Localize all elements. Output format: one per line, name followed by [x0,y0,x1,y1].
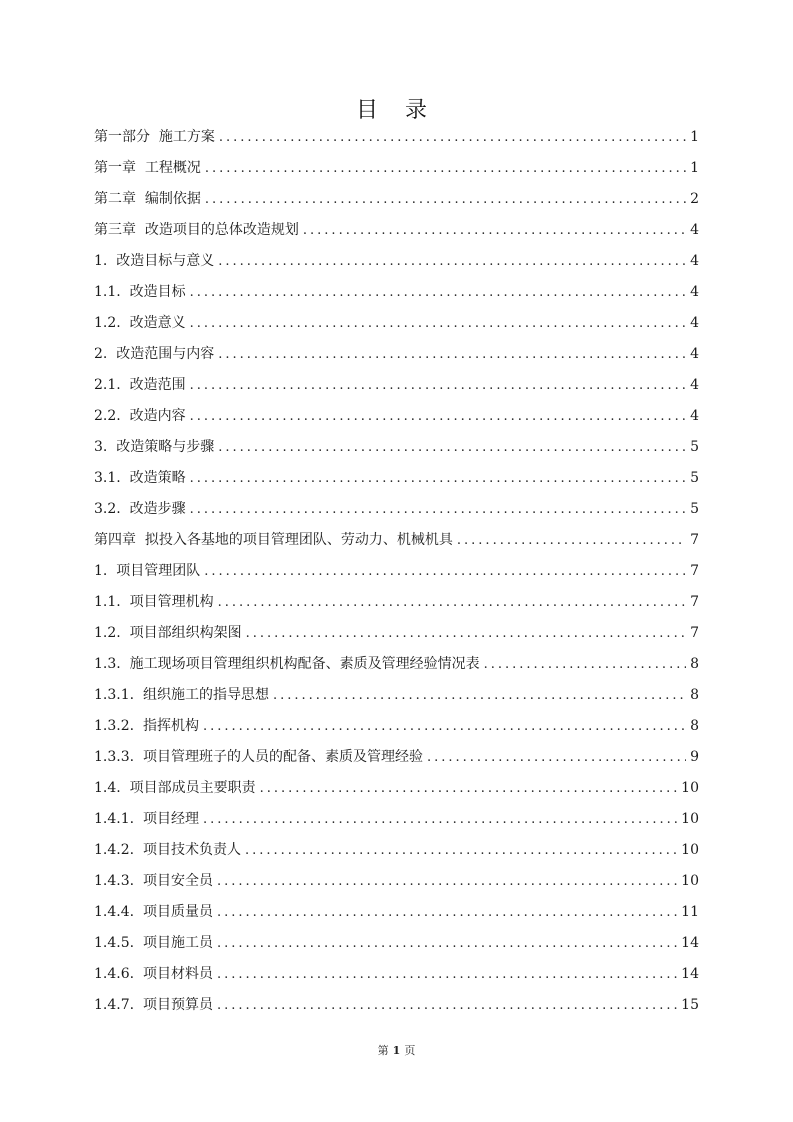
footer-suffix: 页 [404,1044,416,1057]
page-number: 1 [392,1044,401,1057]
toc-entry-page: 15 [681,997,699,1013]
toc-entry[interactable] [94,928,699,959]
toc-entry[interactable] [94,153,699,184]
toc-entry-page: 4 [690,377,699,393]
toc-entry-label: 1.1. 项目管理机构 [94,594,214,610]
toc-entry[interactable] [94,370,699,401]
toc-entry-label: 第三章 改造项目的总体改造规划 [94,222,299,238]
toc-entry-label: 1.4.1. 项目经理 [94,811,199,827]
toc-entry-label: 2.2. 改造内容 [94,408,186,424]
toc-entry[interactable] [94,401,699,432]
toc-entry-page: 8 [690,656,699,672]
toc-leader-dots [203,804,677,835]
page-title: 目 录 [356,98,437,123]
toc-leader-dots [190,277,686,308]
toc-leader-dots [190,370,686,401]
toc-entry-label: 1.4.5. 项目施工员 [94,935,213,951]
toc-leader-dots [217,897,677,928]
toc-leader-dots [217,959,677,990]
toc-entry-page: 5 [690,439,699,455]
toc-entry[interactable] [94,494,699,525]
toc-leader-dots [245,835,677,866]
table-of-contents [94,122,699,1021]
toc-entry-page: 14 [681,935,699,951]
toc-leader-dots [219,122,686,153]
toc-entry-label: 1.1. 改造目标 [94,284,186,300]
toc-entry-page: 4 [690,408,699,424]
toc-entry-label: 1.2. 项目部组织构架图 [94,625,242,641]
toc-entry-page: 1 [690,129,699,145]
toc-entry-label: 1.3. 施工现场项目管理组织机构配备、素质及管理经验情况表 [94,656,480,672]
toc-entry[interactable] [94,742,699,773]
toc-entry-page: 2 [690,191,699,207]
toc-entry-page: 10 [681,811,699,827]
toc-entry[interactable] [94,308,699,339]
toc-entry[interactable] [94,463,699,494]
toc-entry-page: 14 [681,966,699,982]
toc-leader-dots [190,463,686,494]
toc-entry[interactable] [94,835,699,866]
toc-entry-page: 5 [690,470,699,486]
toc-leader-dots [246,618,686,649]
toc-leader-dots [260,773,678,804]
toc-entry[interactable] [94,990,699,1021]
toc-entry-page: 4 [690,284,699,300]
toc-entry[interactable] [94,184,699,215]
toc-entry[interactable] [94,618,699,649]
toc-entry-label: 1.4. 项目部成员主要职责 [94,780,256,796]
toc-leader-dots [217,990,677,1021]
toc-entry-page: 8 [690,687,699,703]
toc-entry-label: 第二章 编制依据 [94,191,201,207]
toc-leader-dots [218,246,686,277]
toc-entry-label: 1.4.2. 项目技术负责人 [94,842,241,858]
toc-entry-label: 1.2. 改造意义 [94,315,186,331]
toc-entry-page: 4 [690,222,699,238]
toc-leader-dots [218,587,686,618]
page-footer [0,1042,793,1058]
toc-leader-dots [205,184,686,215]
toc-entry[interactable] [94,587,699,618]
toc-leader-dots [273,680,686,711]
toc-leader-dots [217,866,677,897]
toc-entry-page: 4 [690,253,699,269]
toc-entry-page: 8 [690,718,699,734]
toc-entry[interactable] [94,773,699,804]
footer-prefix: 第 [377,1044,389,1057]
toc-entry[interactable] [94,339,699,370]
toc-entry-label: 1.4.4. 项目质量员 [94,904,213,920]
toc-entry[interactable] [94,432,699,463]
toc-entry-label: 第四章 拟投入各基地的项目管理团队、劳动力、机械机具 [94,532,453,548]
toc-entry-label: 3.1. 改造策略 [94,470,186,486]
toc-entry-label: 1.3.3. 项目管理班子的人员的配备、素质及管理经验 [94,749,423,765]
toc-leader-dots [218,432,686,463]
toc-leader-dots [484,649,686,680]
toc-entry[interactable] [94,866,699,897]
toc-entry-page: 5 [690,501,699,517]
toc-entry-label: 1. 项目管理团队 [94,563,201,579]
toc-entry[interactable] [94,122,699,153]
toc-entry-page: 11 [681,904,699,920]
toc-entry[interactable] [94,215,699,246]
toc-entry[interactable] [94,897,699,928]
toc-leader-dots [204,556,686,587]
toc-entry-label: 第一部分 施工方案 [94,129,215,145]
toc-leader-dots [190,401,686,432]
toc-entry-page: 7 [690,532,699,548]
toc-entry-page: 10 [681,873,699,889]
toc-entry-page: 9 [690,749,699,765]
toc-entry[interactable] [94,525,699,556]
toc-leader-dots [218,339,686,370]
toc-leader-dots [303,215,686,246]
toc-entry[interactable] [94,277,699,308]
toc-entry-page: 10 [681,842,699,858]
toc-leader-dots [457,525,686,556]
toc-entry-label: 1.4.3. 项目安全员 [94,873,213,889]
toc-entry-label: 1.4.7. 项目预算员 [94,997,213,1013]
toc-entry[interactable] [94,556,699,587]
toc-entry[interactable] [94,959,699,990]
toc-entry-label: 1.3.1. 组织施工的指导思想 [94,687,269,703]
toc-entry[interactable] [94,680,699,711]
toc-entry-page: 4 [690,346,699,362]
toc-entry-label: 1.3.2. 指挥机构 [94,718,199,734]
toc-entry-label: 3. 改造策略与步骤 [94,439,215,455]
toc-leader-dots [190,308,686,339]
toc-entry-page: 1 [690,160,699,176]
toc-entry-label: 第一章 工程概况 [94,160,201,176]
toc-leader-dots [427,742,686,773]
toc-entry-page: 7 [690,625,699,641]
toc-entry-label: 2. 改造范围与内容 [94,346,215,362]
toc-entry[interactable] [94,804,699,835]
toc-entry-label: 1. 改造目标与意义 [94,253,215,269]
toc-entry-label: 2.1. 改造范围 [94,377,186,393]
toc-entry-label: 1.4.6. 项目材料员 [94,966,213,982]
toc-entry-page: 7 [690,594,699,610]
toc-leader-dots [217,928,677,959]
toc-entry-page: 10 [681,780,699,796]
toc-entry-page: 4 [690,315,699,331]
toc-leader-dots [205,153,686,184]
toc-entry-page: 7 [690,563,699,579]
toc-leader-dots [203,711,686,742]
toc-entry-label: 3.2. 改造步骤 [94,501,186,517]
toc-entry[interactable] [94,649,699,680]
toc-leader-dots [190,494,686,525]
toc-entry[interactable] [94,246,699,277]
toc-entry[interactable] [94,711,699,742]
